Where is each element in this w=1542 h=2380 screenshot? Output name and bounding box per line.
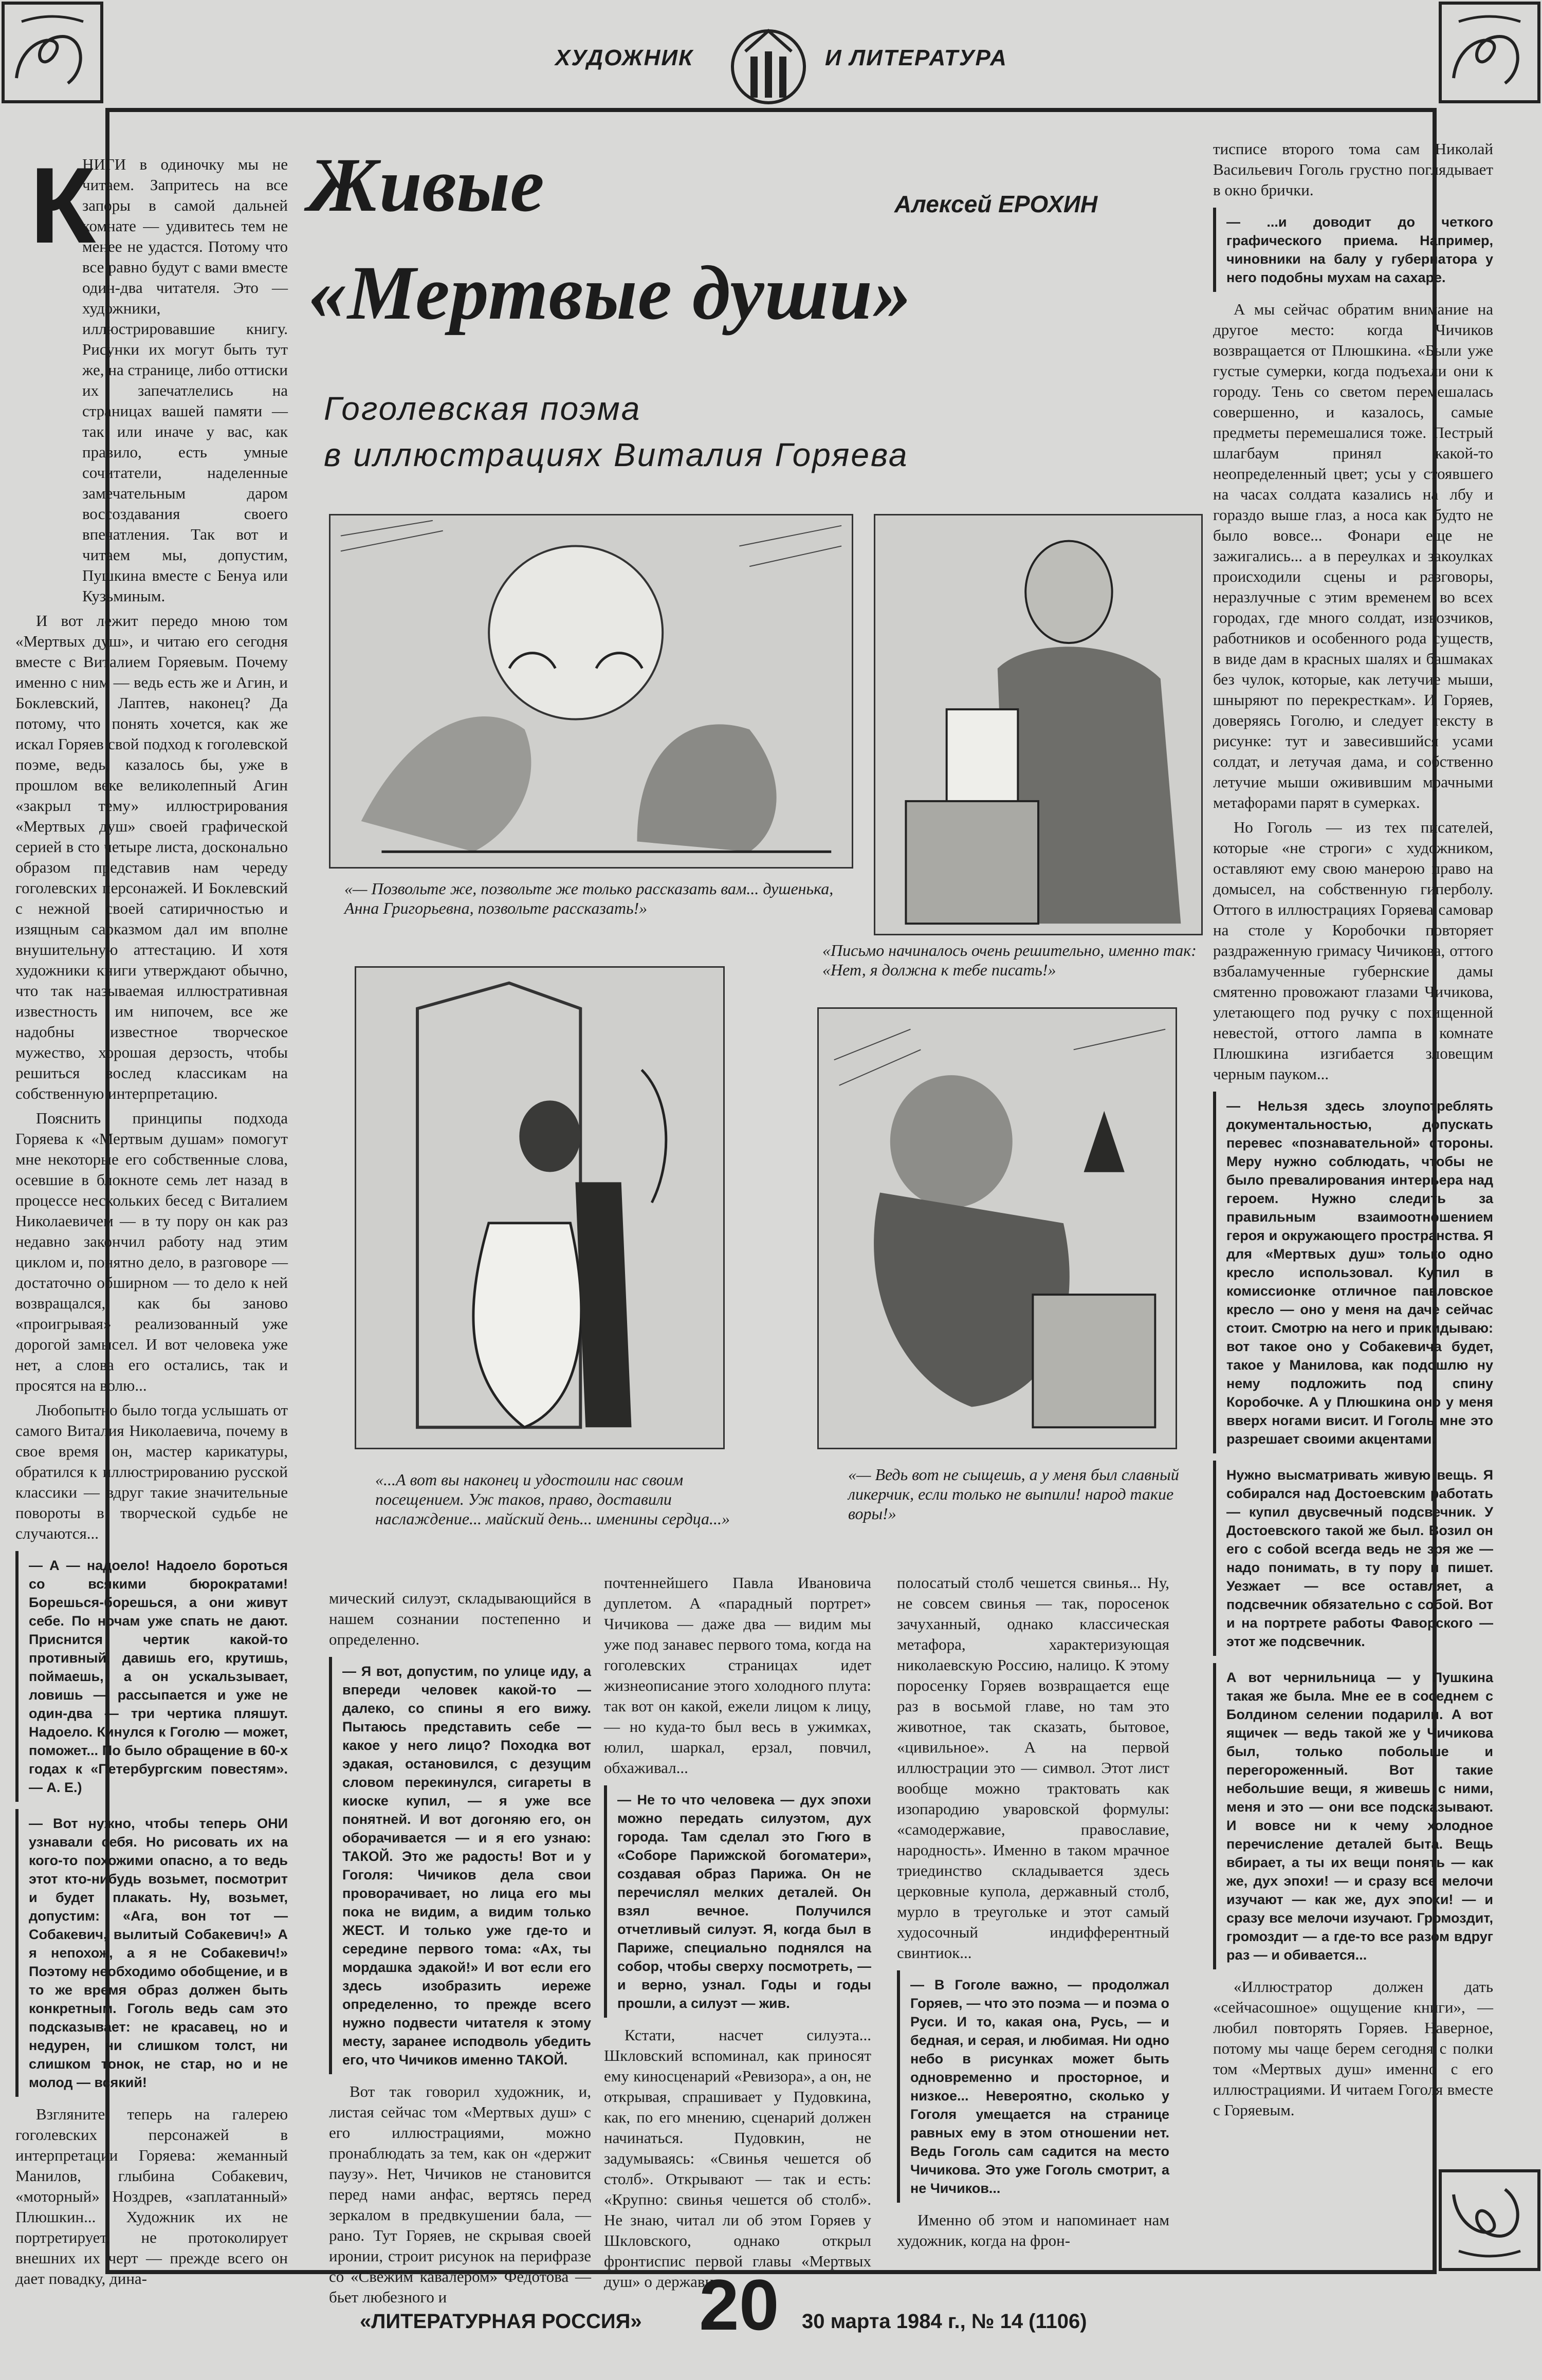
paragraph: Взгляните теперь на галерею гоголевских персонажей в интерпретации Горяева: жеманный Манилов, глыбина Собакевич, «моторный» Ноздрев, «заплатанный» Плюшкин... Художник их не портретирует, не протоколирует внешних их черт — прежде всего он дает повадку, дина- (15, 2105, 288, 2287)
paragraph: полосатый столб чешется свинья... Ну, не совсем свинья — так, поросенок зачуханный, однако классическая метафора, характеризующая николаевскую Россию, налицо. К этому поросенку Горяев возвращается еще раз в восьмой главе, но там это животное, так сказать, бытовое, «цивильное». А на первой иллюстрации это — символ. Этот лист вообще можно трактовать как изопародию уваровской формулы: «самодержавие, православие, народность». Именно в таком мрачное триединство складывается здесь церковные купола, державный столб, мурло в треугольке и этот самый худосочный индифферентный свинтиок... (897, 1574, 1169, 1962)
rubric-right: И ЛИТЕРАТУРА (825, 45, 1007, 70)
paragraph: А мы сейчас обратим внимание на другое место: когда Чичиков возвращается от Плюшкина. «Были уже густые сумерки, когда подъехали они к городу. Тень со светом перемешалась совершенно, и казалось, самые предметы перемешалися тоже. Пестрый шлагбаум принял какой-то неопределенный цвет; усы у стоявшего на часах солдата казались на лбу и гораздо выше глаз, а носа как будто не было вовсе... Фонари еще не зажигались... а в переулках и закоулках происходили сцены и разговоры, неразлучные с этим временем во всех городах, где много солдат, извозчиков, работников и особенного рода существ, в виде дам в красных шалях и башмаках без чулок, которые, как летучие мыши, шныряют по перекресткам». И Горяев, доверяясь Гоголю, и следует тексту в рисунке: тут и завесившийся усами солдат, и летучая дама, и собственно летучие мыши оживившим мрачными метафорами парят в сумерках. (1213, 300, 1493, 811)
quote-box: — В Гоголе важно, — продолжал Горяев, — что это поэма — и поэма о Руси. И то, какая она, Русь, — и бедная, и серая, и любимая. Ни одно небо в рисунках может быть одновременно и просторное, и низкое... Невероятно, сколько у Гоголя умещается на странице равных ему в этом отношении нет. Ведь Гоголь сам садится на место Чичикова. Это уже Гоголь смотрит, а не Чичиков... (897, 1970, 1169, 2203)
drop-cap: К (30, 145, 96, 266)
rubric-left: ХУДОЖНИК (555, 45, 694, 70)
footer-date: 30 марта 1984 г., № 14 (1106) (802, 2310, 1087, 2333)
paragraph: Пояснить принципы подхода Горяева к «Мертвым душам» помогут мне некоторые его собственные слова, осевшие в блокноте семь лет назад в процессе нескольких бесед с Виталием Николаевичем — в ту пору он как раз недавно закончил работу над этим циклом и, понятно дело, в разговоре — достаточно обширном — то дело к ней возвращался, как бы заново «проигрывая» реализованный уже дорогой замысел. И вот человека уже нет, а слова его остались, так и просятся на волю... (15, 1109, 288, 1394)
paragraph: Но Гоголь — из тех писателей, которые «не строги» с художником, оставляют ему свою манерою право на домысел, на собственную гиперболу. Оттого в иллюстрациях Горяева самовар на столе у Коробочки повторяет раздраженную гримасу Чичикова, оттого взбаламученные губернские дамы смятенно провожают глазами Чичикова, улетающего под ручку с похищенной невестой, оттого лампа в комнате Плюшкина изгибается зловещим черным пауком... (1213, 818, 1493, 1083)
caption-2: «Письмо начиналось очень решительно, именно так: «Нет, я должна к тебе писать!» (822, 941, 1197, 979)
corner-ornament-bottom-right (1438, 2169, 1541, 2272)
paragraph: тисписе второго тома сам Николай Васильевич Гоголь грустно поглядывает в окно брички. (1213, 140, 1493, 199)
headline-line1: Живые (308, 142, 544, 228)
caption-4: «— Ведь вот не сыщешь, а у меня был славный ликерчик, если только не выпили! народ такие воры!» (848, 1465, 1179, 1523)
paragraph: Любопытно было тогда услышать от самого Виталия Николаевича, почему в свое время он, мастер карикатуры, обратился к иллюстрированию русской классики — вдруг такие значительные повороты в творческой судьбе не случаются... (15, 1401, 288, 1542)
illustration-letter-writer (874, 514, 1203, 935)
paragraph: НИГИ в одиночку мы не читаем. Запритесь на все запоры в самой дальней комнате — удивитесь тем не менее не удастся. Потому что все равно будут с вами вместе один-два читателя. Это — художники, иллюстрировавшие книгу. Рисунки их могут быть тут же, на странице, либо оттиски их запечатлелись на страницах вашей памяти — так или иначе у вас, как правило, есть умные сочитатели, наделенные замечательным даром воссоздавания своего впечатления. Так вот и читаем мы, допустим, Пушкина вместе с Бенуа или Кузьминым. (82, 155, 288, 605)
article-column-2 (329, 1588, 591, 2312)
quote-box: Нужно высматривать живую вещь. Я собирался над Достоевским работать — купил двусвечный подсвечник. У Достоевского такой же был. Возил он его с собой всегда ведь не зря же — надо понимать, в ту пору и пишет. Уезжает — все оставляет, а подсвечник обязательно с собой. Вот и на портрете работы Фаворского — этот же подсвечник. (1213, 1461, 1493, 1656)
paragraph: Кстати, насчет силуэта... Шкловский вспоминал, как приносят ему киносценарий «Ревизора», а он, не открывая, спрашивает у Пудовкина, как, по его мнению, сценарий должен начинаться. Пудовкин, не задумываясь: «Свинья чешется об столб». Открывают — так и есть: «Крупно: свинья чешется об столб». Не знаю, читал ли об этом Горяев у Шкловского, однако открыл фронтиспис первой главы «Мертвых душ» о державно- (604, 2026, 871, 2291)
caption-3: «...А вот вы наконец и удостоили нас своим посещением. Уж таков, право, доставили наслаждение... майский день... именины сердца...» (375, 1470, 730, 1528)
corner-ornament-top-left (1, 1, 104, 104)
illustration-plyushkin (817, 1007, 1177, 1449)
subtitle-line1: Гоголевская поэма (324, 390, 641, 427)
paragraph: мический силуэт, складывающийся в нашем сознании постепенно и определенно. (329, 1589, 591, 1648)
article-column-3 (604, 1573, 871, 2296)
paragraph: Вот так говорил художник, и, листая сейчас том «Мертвых душ» с его иллюстрациями, можно пронаблюдать за тем, как он «держит паузу». Нет, Чичиков не становится перед нами анфас, вертясь перед зеркалом в предвкушении бала, — рано. Тут Горяев, не скрывая своей иронии, строит рисунок на перифразе со «Свежим кавалером» Федотова — бьет любезного и (329, 2082, 591, 2306)
article-column-4 (897, 1573, 1169, 2255)
author-byline: Алексей ЕРОХИН (894, 191, 1098, 217)
rubric-emblem-icon (730, 21, 807, 113)
illustration-couple (355, 966, 725, 1449)
paragraph: почтеннейшего Павла Ивановича дуплетом. А «парадный портрет» Чичикова — даже два — видим мы уже под занавес первого тома, когда на гоголевских страницах идет жизнеописание этого холодного плута: так вот он какой, ежели лицом к лицу, — но куда-то был весь в ужимках, юлил, шаркал, ерзал, повчил, обхаживал... (604, 1574, 871, 1777)
caption-1: «— Позвольте же, позвольте же только рассказать вам... душенька, Анна Григорьевна, позвольте рассказать!» (344, 879, 834, 917)
paragraph: «Иллюстратор должен дать «сейчасошное» ощущение книги», — любил повторять Горяев. Наверное, потому мы чаще берем сегодня с полки том «Мертвых душ» именно с его иллюстрациями. И читаем Гоголя вместе с Горяевым. (1213, 1978, 1493, 2119)
quote-box: — Не то что человека — дух эпохи можно передать силуэтом, дух города. Там сделал это Гюго в «Соборе Парижской богоматери», создавая образ Парижа. Он не перечислял мелких деталей. Он взял вечное. Получился отчетливый силуэт. Я, когда был в Париже, специально поднялся на собор, чтобы сверху посмотреть, — и верно, узнал. Годы и годы прошли, а силуэт — жив. (604, 1785, 871, 2018)
quote-box: — А — надоело! Надоело бороться со всякими бюрократами! Борешься-борешься, а они живут себе. По ночам уже спать не дают. Приснится чертик какой-то противный, давишь его, крутишь, поймаешь, а он ускальзывает, ловишь — рассыпается и уже не один-два — три чертика пляшут. Надоело. Кинулся к Гоголю — может, поможет... По было обращение в 60-х годах к «Петербургским повестям». — А. Е.) (15, 1551, 288, 1802)
subtitle-line2: в иллюстрациях Виталия Горяева (324, 436, 909, 473)
illustration-two-ladies (329, 514, 853, 869)
paragraph: Именно об этом и напоминает нам художник, когда на фрон- (897, 2211, 1169, 2249)
article-column-5 (1213, 139, 1493, 2125)
quote-box: А вот чернильница — у Пушкина такая же была. Мне ее в соседнем с Болдином селении подарили. А вот ящичек — ведь такой же у Чичикова был, только побольше и перегороженный. Вот такие небольшие вещи, я живешь с ними, меня и это — они все подсказывают. И вовсе ни к чему холодное перечисление деталей быта. Вещь вбирает, а ты их вещи понять — как же, дух эпохи! — и сразу все мелочи изучают — как же, дух эпохи! — и сразу все мелочи изучают. Громоздит, громоздит — а где-то все разом вдруг раз — и обивается... (1213, 1663, 1493, 1969)
quote-box: — Вот нужно, чтобы теперь ОНИ узнавали себя. Но рисовать их на кого-то похожими опасно, а то ведь этот кто-нибудь возьмет, посмотрит и будет плакать. Ну, возьмет, допустим: «Ага, вон тот — Собакевич, вылитый Собакевич!» А я непохож, а я не Собакевич!» Поэтому необходимо обобщение, и в то же время образ должен быть конкретным. Гоголь ведь сам это подсказывает: не красавец, но и недурен, ни слишком толст, ни слишком тонок, не стар, но и не молод — всякий! (15, 1809, 288, 2097)
quote-box: — ...и доводит до четкого графического приема. Например, чиновники на балу у губернатора у него подобны мухам на сахаре. (1213, 208, 1493, 292)
footer-paper-name: «ЛИТЕРАТУРНАЯ РОССИЯ» (360, 2310, 642, 2333)
article-column-1 (15, 145, 288, 2293)
quote-box: — Нельзя здесь злоупотреблять документальностью, допускать перевес «познавательной» стороны. Меру нужно соблюдать, чтобы не было превалирования интерьера над героем. Нужно следить за правильным взаимоотношением героя и окружающего пространства. Я для «Мертвых душ» только одно кресло использовал. Купил в комиссионке отличное павловское кресло — оно у меня на даче сейчас стоит. Смотрю на него и прикидываю: вот такое оно у Собакевича будет, такое у Манилова, как подошлю ну нему подложить под спину Коробочке. А у Плюшкина оно у меня вверх ногами висит. И Гоголь мне это разрешает своими акцентами. (1213, 1092, 1493, 1453)
page-number: 20 (699, 2264, 779, 2345)
corner-ornament-top-right (1438, 1, 1541, 104)
paragraph: И вот лежит передо мною том «Мертвых душ», и читаю его сегодня вместе с Виталием Горяевым. Почему именно с ним — ведь есть же и Агин, и Боклевский, Лаптев, наконец? Да потому, что понять хочется, как же искал Горяев свой подход к гоголевской поэме, ведь, казалось бы, уже в прошлом веке великолепный Агин «закрыл тему» иллюстрирования «Мертвых душ» своей графической серией в сто четыре листа, досконально образом представив нам череду гоголевских персонажей. И Боклевский с нежной своей сатиричностью и изящным сарказмом дал им вполне внушительную аттестацию. И хотя художники книги утверждают обычно, что так называемая иллюстративная известность им нипочем, все же надобны известное творческое мужество, хорошая дерзость, чтобы решиться вослед классикам на собственную интерпретацию. (15, 612, 288, 1102)
headline-line2: «Мертвые души» (308, 250, 912, 336)
quote-box: — Я вот, допустим, по улице иду, а впереди человек какой-то — далеко, со спины я его вижу. Пытаюсь представить себе — какое у него лицо? Походка вот эдакая, остановился, с дезущим словом перекинулся, сигареты в киоске купил, — я уже все понятней. И вот догоняю его, он оборачивается — и я его узнаю: ТАКОЙ. Это же радость! Вот и у Гоголя: Чичиков дела свои проворачивает, но лица его мы пока не видим, а видим только ЖЕСТ. И только уже где-то и середине первого тома: «Ах, ты мордашка эдакой!» И вот если его здесь изобразить иереже определенно, то прежде всего нужно подвести читателя к этому месту, заранее исподволь убедить его, что Чичиков именно ТАКОЙ. (329, 1657, 591, 2074)
